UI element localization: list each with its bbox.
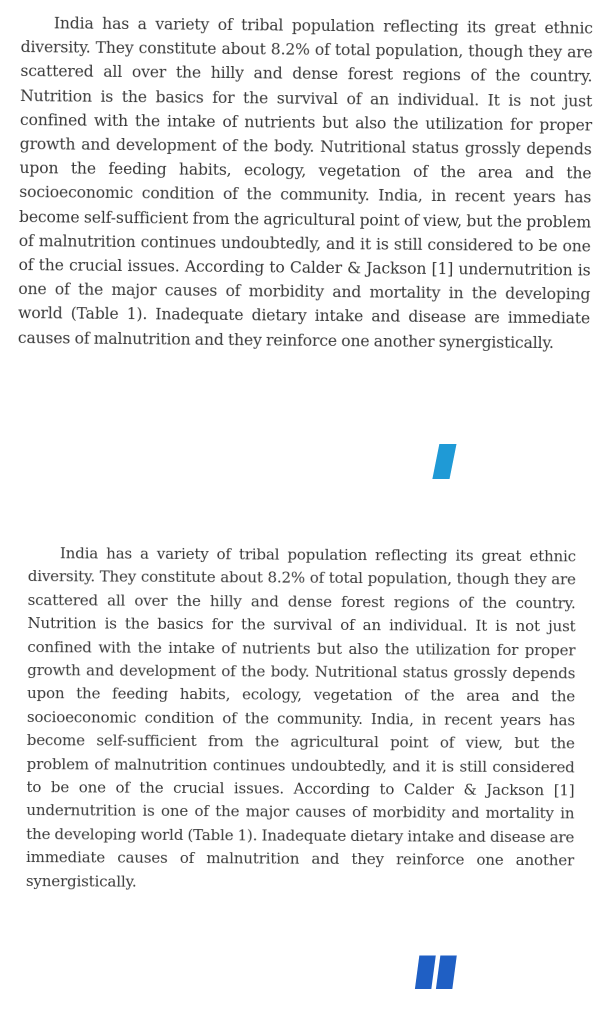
sample-one-paragraph: India has a variety of tribal population reflecting its great ethnic diversity. They constitute about 8.2% of total population, though they are scattered all over the hilly and dense forest regions of the country. Nutrition is the basics for the survival of an individual. It is not just confined with the intake of nutrients but also the utilization for proper growth and development of the body. Nutritional status grossly depends upon the feeding habits, ecology, vegetation of the area and the socioeconomic condition of the community. India, in recent years has become self-sufficient from the agricultural point of view, but the problem of malnutrition continues undoubtedly, and it is still considered to be one of the crucial issues. According to Calder & Jackson [1] undernutrition is one of the major causes of morbidity and mortality in the developing world (Table 1). Inadequate dietary intake and disease are immediate causes of malnutrition and they reinforce one another synergistically. bbox=[17, 14, 593, 352]
text-sample-two bbox=[0, 520, 616, 1027]
handwritten-mark-one: I bbox=[421, 435, 467, 491]
handwritten-mark-two: II bbox=[405, 946, 455, 1000]
sample-two-paragraph: India has a variety of tribal population reflecting its great ethnic diversity. They constitute about 8.2% of total population, though they are scattered all over the hilly and dense forest regions of the country. Nutrition is the basics for the survival of an individual. It is not just confined with the intake of nutrients but also the utilization for proper growth and development of the body. Nutritional status grossly depends upon the feeding habits, ecology, vegetation of the area and the socioeconomic condition of the community. India, in recent years has become self-sufficient from the agricultural point of view, but the problem of malnutrition continues undoubtedly, and it is still considered to be one of the crucial issues. According to Calder & Jackson [1] undernutrition is one of the major causes of morbidity and mortality in the developing world (Table 1). Inadequate dietary intake and disease are immediate causes of malnutrition and they reinforce one another synergistically. bbox=[25, 544, 576, 891]
text-sample-one bbox=[0, 0, 616, 500]
